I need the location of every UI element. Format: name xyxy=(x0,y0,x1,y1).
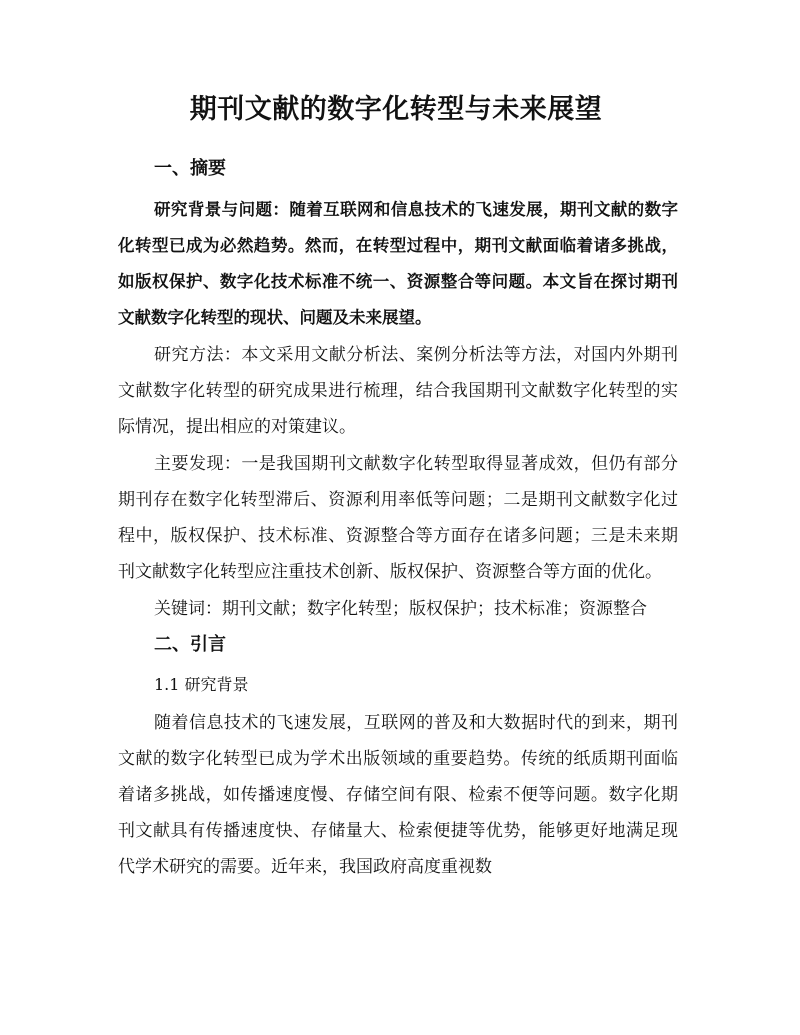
abstract-method-paragraph: 研究方法：本文采用文献分析法、案例分析法等方法，对国内外期刊文献数字化转型的研究成果进行梳理，结合我国期刊文献数字化转型的实际情况，提出相应的对策建议。 xyxy=(118,345,678,437)
section-heading-abstract: 一、摘要 xyxy=(154,158,226,179)
section-heading-introduction: 二、引言 xyxy=(154,634,226,655)
document-page xyxy=(118,90,678,886)
document-title: 期刊文献的数字化转型与未来展望 xyxy=(189,94,603,125)
abstract-background-paragraph: 研究背景与问题：随着互联网和信息技术的飞速发展，期刊文献的数字化转型已成为必然趋势。然而，在转型过程中，期刊文献面临着诸多挑战，如版权保护、数字化技术标准不统一、资源整合等问题。本文旨在探讨期刊文献数字化转型的现状、问题及未来展望。 xyxy=(118,200,678,327)
keywords-paragraph: 关键词：期刊文献；数字化转型；版权保护；技术标准；资源整合 xyxy=(154,599,647,619)
intro-paragraph: 随着信息技术的飞速发展，互联网的普及和大数据时代的到来，期刊文献的数字化转型已成为学术出版领域的重要趋势。传统的纸质期刊面临着诸多挑战，如传播速度慢、存储空间有限、检索不便等问题。数字化期刊文献具有传播速度快、存储量大、检索便捷等优势，能够更好地满足现代学术研究的需要。近年来，我国政府高度重视数 xyxy=(118,713,678,877)
abstract-findings-paragraph: 主要发现：一是我国期刊文献数字化转型取得显著成效，但仍有部分期刊存在数字化转型滞后、资源利用率低等问题；二是期刊文献数字化过程中，版权保护、技术标准、资源整合等方面存在诸多问题；三是未来期刊文献数字化转型应注重技术创新、版权保护、资源整合等方面的优化。 xyxy=(118,454,678,582)
subsection-heading-background: 1.1 研究背景 xyxy=(154,675,249,694)
